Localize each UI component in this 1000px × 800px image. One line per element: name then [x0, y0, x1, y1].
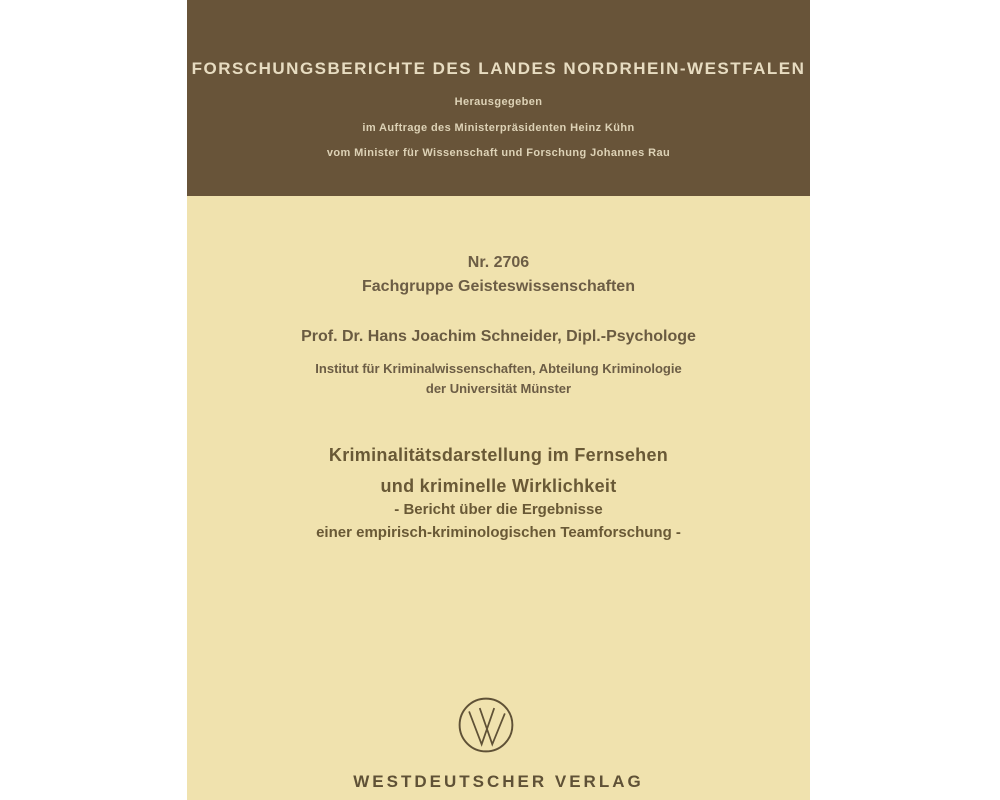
book-cover	[187, 0, 810, 800]
series-title: FORSCHUNGSBERICHTE DES LANDES NORDRHEIN-WESTFALEN	[191, 59, 806, 78]
author-affiliation-line2: der Universität Münster	[425, 381, 572, 396]
author-affiliation-line1: Institut für Kriminalwissenschaften, Abteilung Kriminologie	[315, 361, 682, 376]
book-subtitle-line2: einer empirisch-kriminologischen Teamforschung -	[316, 524, 681, 541]
publisher-logo	[457, 696, 515, 754]
book-subtitle-line1: - Bericht über die Ergebnisse	[394, 501, 603, 518]
book-title-line1: Kriminalitätsdarstellung im Fernsehen	[328, 445, 669, 465]
publisher-name: WESTDEUTSCHER VERLAG	[353, 772, 644, 791]
book-title-line2: und kriminelle Wirklichkeit	[380, 476, 617, 496]
w-monogram-icon	[457, 696, 515, 754]
on-behalf-of-line: im Auftrage des Ministerpräsidenten Heinz Kühn	[362, 122, 635, 134]
author-name: Prof. Dr. Hans Joachim Schneider, Dipl.-Psychologe	[301, 328, 696, 345]
edited-by-line: Herausgegeben	[454, 96, 543, 108]
issue-group: Fachgruppe Geisteswissenschaften	[362, 278, 635, 295]
by-minister-line: vom Minister für Wissenschaft und Forschung Johannes Rau	[326, 147, 671, 159]
issue-number: Nr. 2706	[467, 254, 530, 271]
